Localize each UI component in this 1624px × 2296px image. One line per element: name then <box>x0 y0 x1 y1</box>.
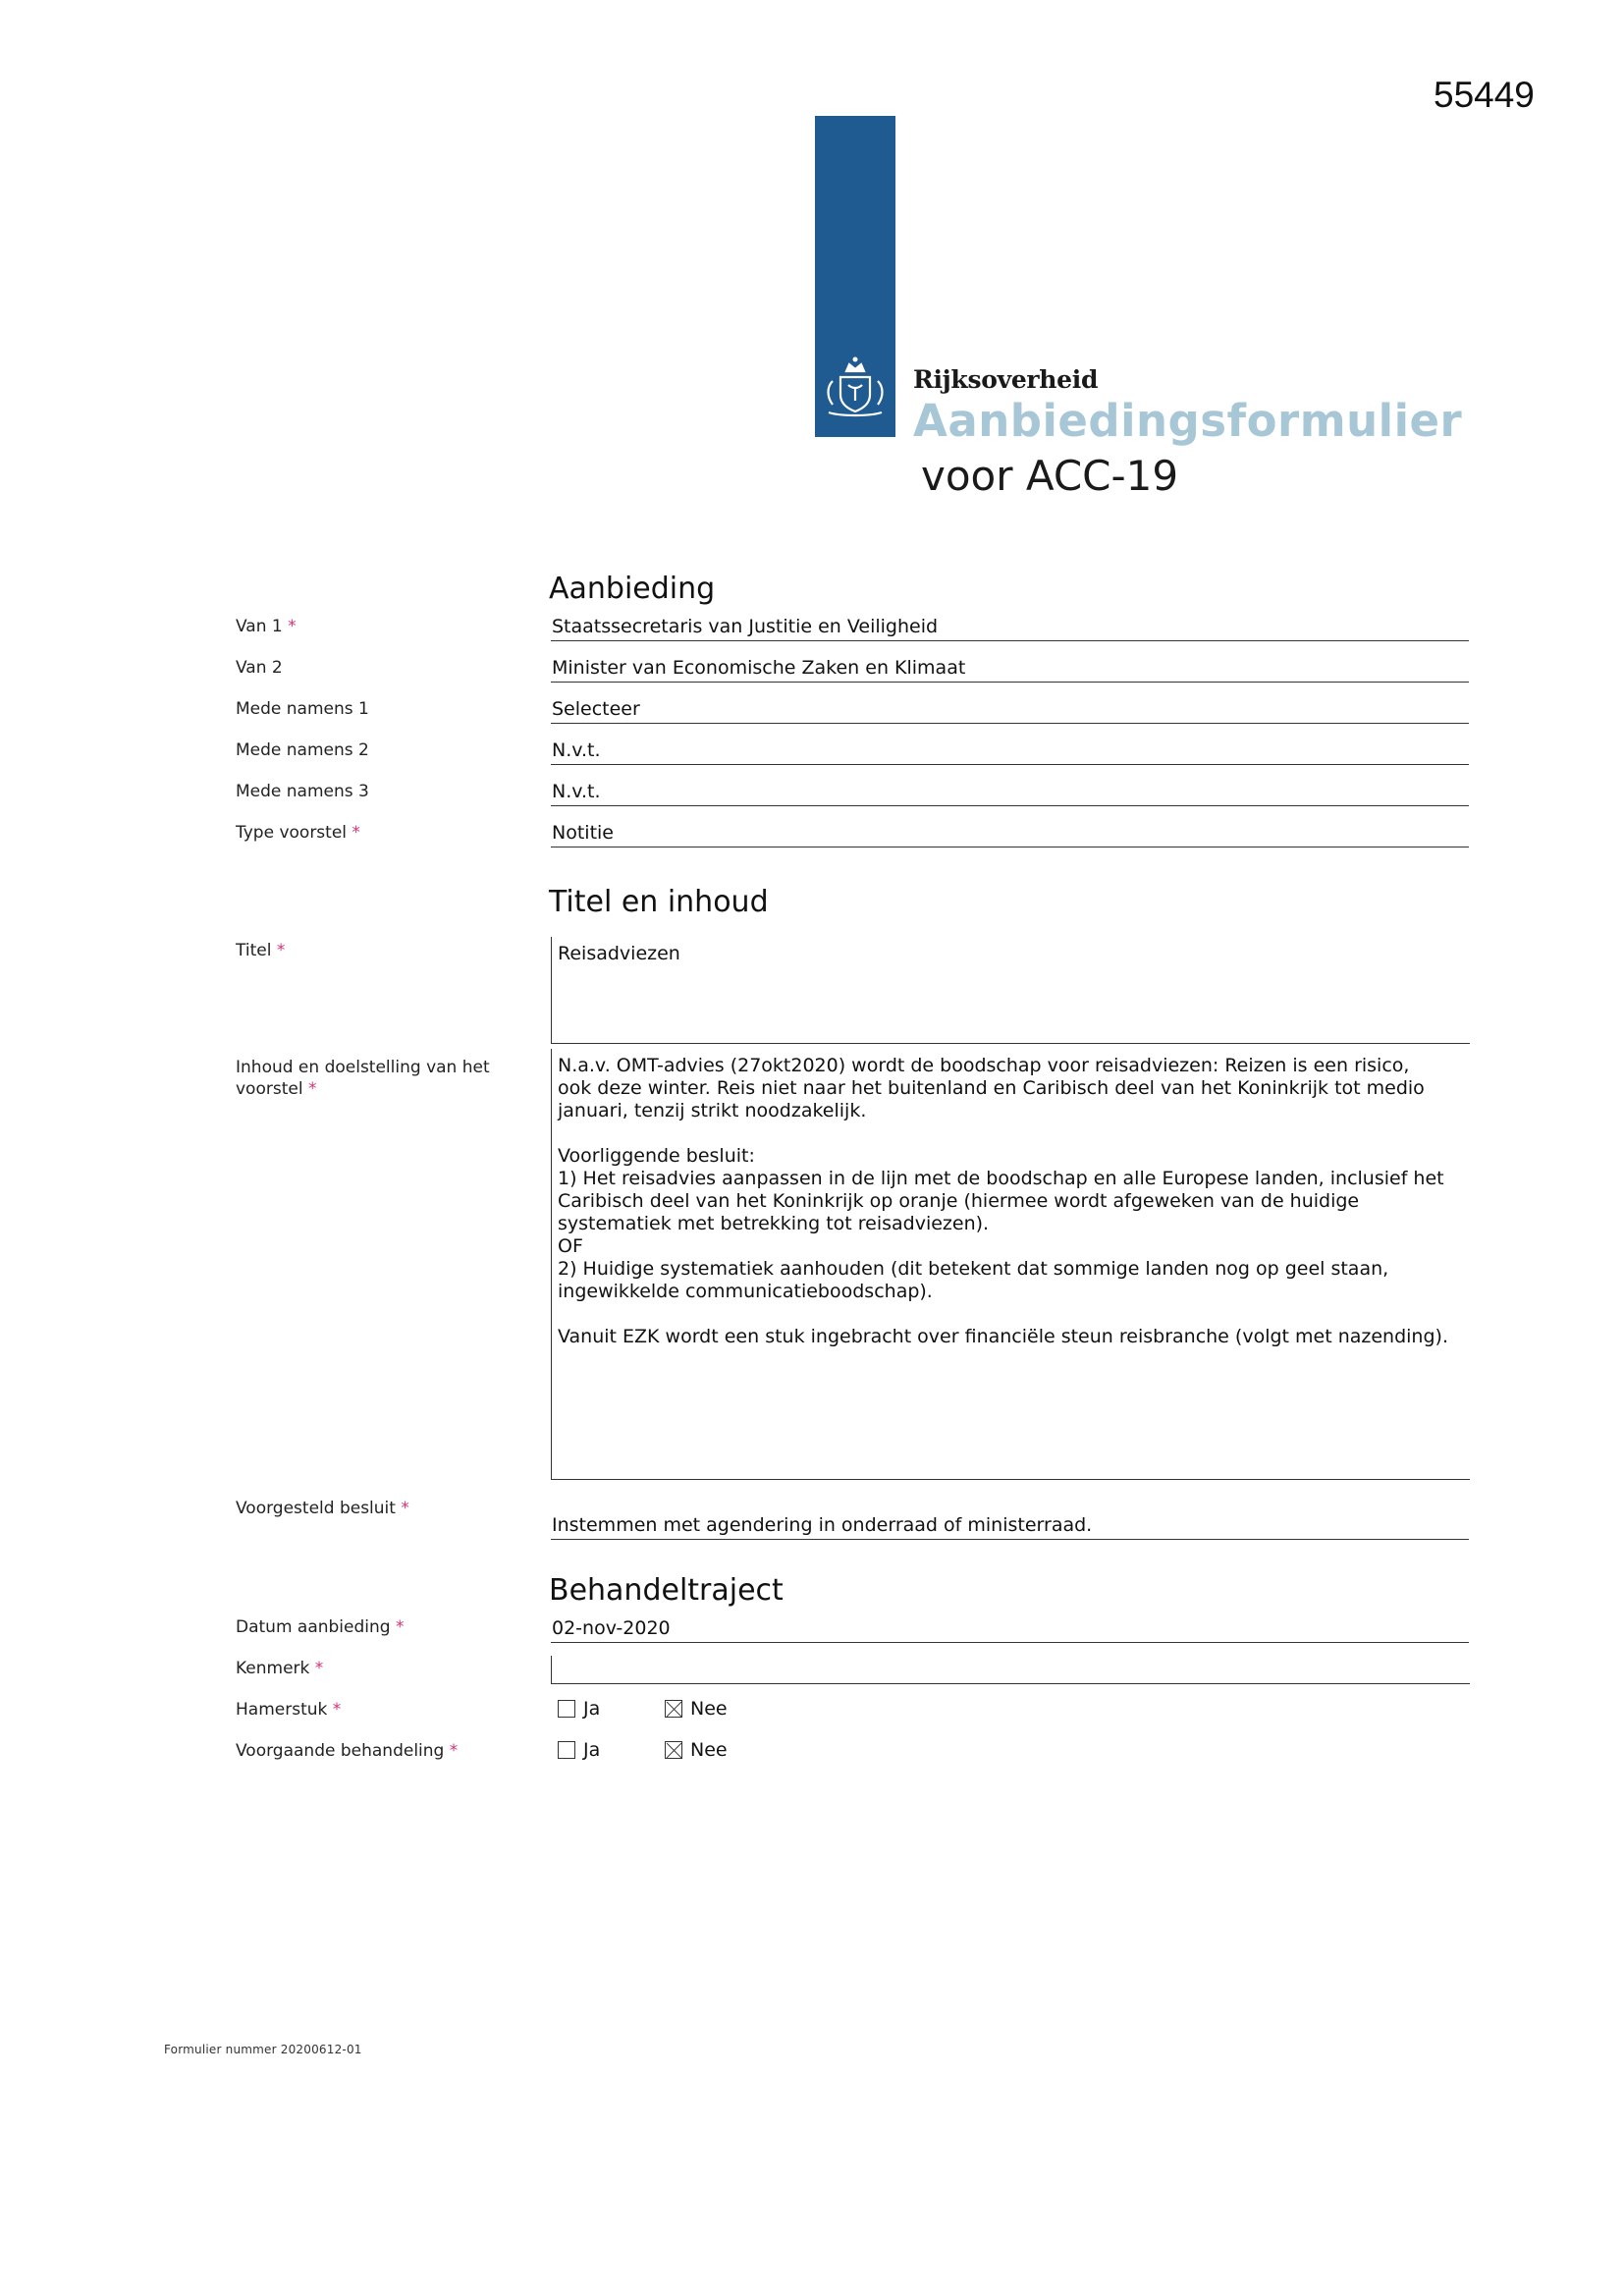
required-marker: * <box>352 823 360 843</box>
required-marker: * <box>449 1741 459 1761</box>
form-number-footer: Formulier nummer 20200612-01 <box>164 2043 362 2056</box>
organization-name: Rijksoverheid <box>913 365 1099 394</box>
label-voorgaande-behandeling: Voorgaande behandeling * <box>236 1741 459 1761</box>
required-marker: * <box>401 1499 409 1518</box>
label-hamerstuk: Hamerstuk * <box>236 1700 342 1720</box>
crest-icon <box>819 352 892 422</box>
titel-value: Reisadviezen <box>558 943 680 964</box>
van1-field[interactable]: Staatssecretaris van Justitie en Veiligheid <box>551 609 1469 641</box>
inhoud-textarea[interactable] <box>551 1049 1470 1480</box>
checkbox-unchecked-icon <box>558 1700 575 1718</box>
checkbox-checked-icon <box>665 1700 682 1718</box>
required-marker: * <box>307 1079 317 1099</box>
label-mede-namens-1: Mede namens 1 <box>236 699 369 719</box>
label-datum-aanbieding: Datum aanbieding * <box>236 1617 405 1637</box>
mede-namens-2-select[interactable]: N.v.t. <box>551 733 1469 765</box>
voorgaande-nee-checkbox[interactable]: Nee <box>665 1739 728 1761</box>
checkbox-checked-icon <box>665 1741 682 1759</box>
form-title: Aanbiedingsformulier <box>913 395 1463 447</box>
voorgaande-ja-checkbox[interactable]: Ja <box>558 1739 600 1761</box>
checkbox-unchecked-icon <box>558 1741 575 1759</box>
label-type-voorstel: Type voorstel * <box>236 823 360 843</box>
titel-textarea[interactable] <box>551 937 1470 1044</box>
mede-namens-1-select[interactable]: Selecteer <box>551 691 1469 724</box>
type-voorstel-select[interactable]: Notitie <box>551 815 1469 847</box>
required-marker: * <box>332 1700 342 1720</box>
form-subtitle: voor ACC-19 <box>921 452 1179 500</box>
hamerstuk-ja-checkbox[interactable]: Ja <box>558 1698 600 1720</box>
section-title-aanbieding: Aanbieding <box>549 572 716 606</box>
mede-namens-3-select[interactable]: N.v.t. <box>551 774 1469 806</box>
required-marker: * <box>314 1659 324 1678</box>
section-title-titel-inhoud: Titel en inhoud <box>549 885 769 919</box>
label-mede-namens-3: Mede namens 3 <box>236 782 369 801</box>
label-van2: Van 2 <box>236 658 283 678</box>
label-voorgesteld-besluit: Voorgesteld besluit * <box>236 1499 409 1518</box>
label-inhoud: Inhoud en doelstelling van het voorstel * <box>236 1058 490 1099</box>
label-kenmerk: Kenmerk * <box>236 1659 324 1678</box>
label-titel: Titel * <box>236 941 286 960</box>
van2-field[interactable]: Minister van Economische Zaken en Klimaat <box>551 650 1469 683</box>
label-mede-namens-2: Mede namens 2 <box>236 740 369 760</box>
inhoud-value: N.a.v. OMT-advies (27okt2020) wordt de boodschap voor reisadviezen: Reizen is een risico, ook deze winter. Reis niet naar het buitenland en Caribisch deel van het Koninkrijk tot medio januari, tenzij strikt noodzakelijk. Voorliggende besluit: 1) Het reisadvies aanpassen in de lijn met de boodschap en alle Europese landen, inclusief het Caribisch deel van het Koninkrijk op oranje (hiermee wordt afgeweken van de huidige systematiek met betrekking tot reisadviezen). OF 2) Huidige systematiek aanhouden (dit betekent dat sommige landen nog op geel staan, ingewikkelde communicatieboodschap). Vanuit EZK wordt een stuk ingebracht over financiële steun reisbranche (volgt met nazending). <box>558 1055 1448 1347</box>
datum-aanbieding-field[interactable]: 02-nov-2020 <box>551 1609 1469 1643</box>
kenmerk-input[interactable] <box>551 1656 1470 1684</box>
voorgesteld-besluit-field[interactable]: Instemmen met agendering in onderraad of ministerraad. <box>551 1498 1469 1540</box>
required-marker: * <box>288 617 297 636</box>
label-van1: Van 1 * <box>236 617 297 636</box>
document-number: 55449 <box>1434 75 1535 115</box>
required-marker: * <box>395 1617 405 1637</box>
section-title-behandeltraject: Behandeltraject <box>549 1573 784 1608</box>
required-marker: * <box>276 941 286 960</box>
hamerstuk-nee-checkbox[interactable]: Nee <box>665 1698 728 1720</box>
